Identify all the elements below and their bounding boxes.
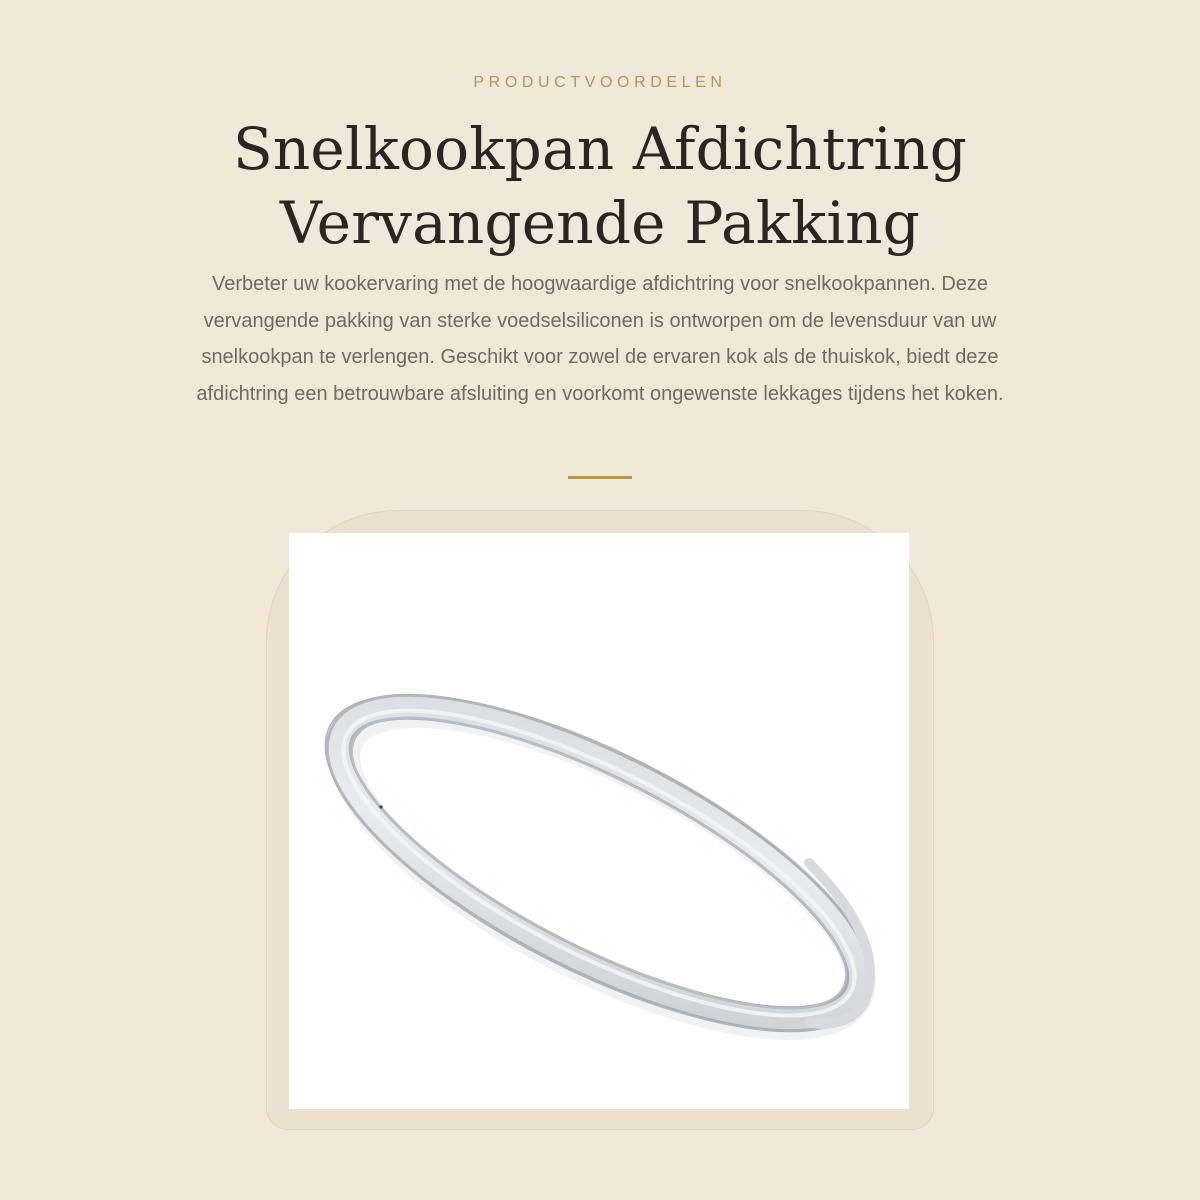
title-line-2: Vervangende Pakking [279,189,921,257]
product-image [289,533,909,1109]
title-line-1: Snelkookpan Afdichtring [232,115,968,183]
section-divider [568,476,632,479]
product-title [0,112,1200,260]
sealing-ring-image [289,533,909,1109]
section-eyebrow: PRODUCTVOORDELEN [473,74,727,91]
product-description: Verbeter uw kookervaring met de hoogwaardige afdichtring voor snelkookpannen. Deze vervangende pakking van sterke voedselsiliconen is ontworpen om de levensduur van uw snelkookpan te verlengen. Geschikt voor zowel de ervaren kok als de thuiskok, biedt deze afdichtring een betrouwbare afsluiting en voorkomt ongewenste lekkages tijdens het koken. [196,273,1004,405]
